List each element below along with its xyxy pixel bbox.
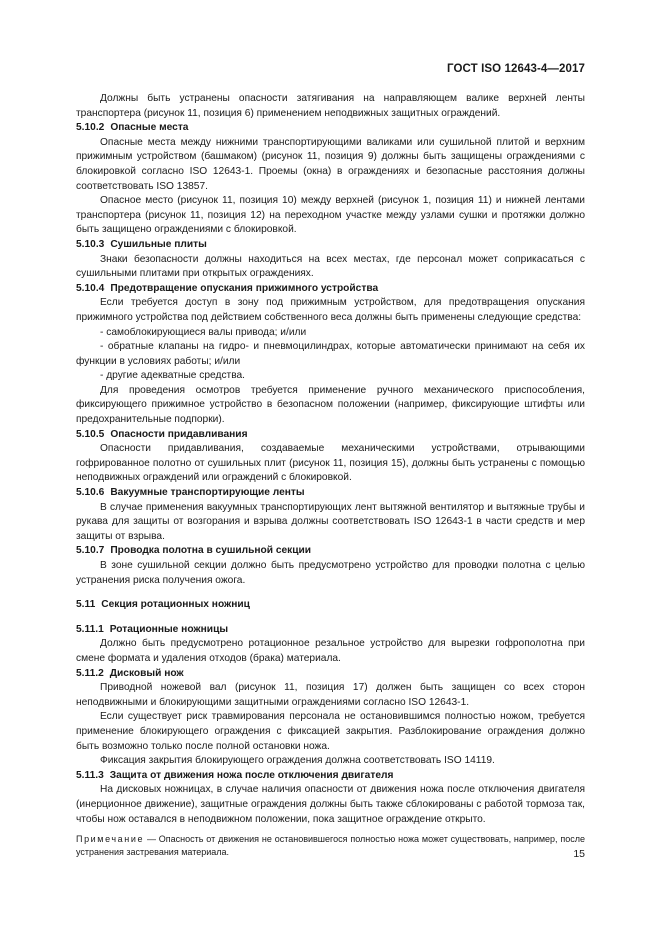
section-number: 5.10.7 (76, 545, 105, 557)
section-heading-5-11-1 (76, 623, 585, 638)
section-number: 5.11.3 (76, 769, 104, 781)
section-title: Вакуумные транспортирующие ленты (110, 487, 305, 499)
section-title: Опасные места (110, 122, 189, 134)
section-title: Секция ротационных ножниц (101, 599, 250, 611)
section-heading-5-11 (76, 598, 585, 613)
section-number: 5.10.5 (76, 428, 105, 440)
paragraph: Для проведения осмотров требуется применение ручного механического приспособления, фиксирующего прижимное устройство в безопасном положении (например, фиксирующие штифты или предохранительные подпорки). (76, 384, 585, 426)
section-heading-5-11-2 (76, 667, 585, 682)
paragraph: Опасности придавливания, создаваемые механическими устройствами, отрывающими гофрированное полотно от сушильных плит (рисунок 11, позиция 15), должны быть устранены с помощью неподвижных ограждений или ограждений с блокировкой. (76, 443, 585, 484)
note (76, 833, 585, 859)
section-number: 5.10.2 (76, 122, 105, 134)
paragraph: Должны быть устранены опасности затягивания на направляющем валике верхней ленты транспортера (рисунок 11, позиция 6) применением неподвижных защитных ограждений. (76, 93, 585, 119)
note-label: Примечание (76, 834, 145, 845)
section-title: Предотвращение опускания прижимного устройства (110, 282, 379, 294)
paragraph: Опасное место (рисунок 11, позиция 10) между верхней (рисунок 1, позиция 11) и нижней лентами транспортера (рисунок 11, позиция 12) на переходном участке между узлами сушки и протяжки должно быть защищено ограждениями с блокировкой. (76, 195, 585, 236)
section-heading-5-10-6 (76, 486, 585, 501)
paragraph: В случае применения вакуумных транспортирующих лент вытяжной вентилятор и вытяжные трубы и рукава для защиты от возгорания и взрыва должны соответствовать ISO 12643-1 в части средств и мер защиты от взрыва. (76, 501, 585, 542)
paragraph: Должно быть предусмотрено ротационное резальное устройство для вырезки гофрополотна при смене формата и удаления отходов (брака) материала. (76, 638, 585, 664)
paragraph: Знаки безопасности должны находиться на всех местах, где персонал может соприкасаться с сушильными плитами при открытых ограждениях. (76, 253, 585, 280)
section-number: 5.11 (76, 599, 96, 611)
section-heading-5-10-5 (76, 428, 585, 443)
document-id-header: ГОСТ ISO 12643-4—2017 (447, 63, 585, 75)
document-body (76, 92, 585, 859)
section-heading-5-10-2 (76, 121, 585, 136)
section-title: Сушильные плиты (110, 238, 207, 250)
section-title: Проводка полотна в сушильной секции (110, 545, 312, 557)
section-heading-5-10-7 (76, 544, 585, 559)
paragraph: Если требуется доступ в зону под прижимным устройством, для предотвращения опускания прижимного устройства под действием собственного веса должны быть применены следующие средства: (76, 297, 585, 323)
section-title: Ротационные ножницы (109, 623, 229, 635)
list-item: - самоблокирующиеся валы привода; и/или (100, 326, 307, 338)
list-item: - другие адекватные средства. (100, 370, 245, 382)
paragraph: На дисковых ножницах, в случае наличия опасности от движения ножа после отключения двигателя (инерционное движение), защитные ограждения должны быть также сблокированы с работой тормоза так, чтобы нож оставался в неподвижном положении, пока защитное ограждение открыто. (76, 784, 585, 825)
section-heading-5-10-4 (76, 282, 585, 297)
paragraph: Опасные места между нижними транспортирующими валиками или сушильной плитой и верхним прижимным устройством (башмаком) (рисунок 11, позиция 9) должны быть защищены ограждениями с блокировкой согласно ISO 12643-1. Проемы (окна) в ограждениях и безопасные расстояния должны соответствовать ISO 13857. (76, 136, 585, 192)
paragraph: Приводной ножевой вал (рисунок 11, позиция 17) должен быть защищен со всех сторон неподвижными и блокирующими защитными ограждениями согласно ISO 12643-1. (76, 682, 585, 708)
section-number: 5.10.3 (76, 238, 105, 250)
section-heading-5-10-3 (76, 238, 585, 253)
section-number: 5.11.2 (76, 667, 104, 679)
section-title: Защита от движения ножа после отключения двигателя (109, 769, 394, 781)
section-number: 5.10.4 (76, 282, 105, 294)
paragraph: Фиксация закрытия блокирующего ограждения должна соответствовать ISO 14119. (100, 755, 495, 767)
paragraph: В зоне сушильной секции должно быть предусмотрено устройство для проводки полотна с целью устранения риска получения ожога. (76, 560, 585, 586)
list-item: - обратные клапаны на гидро- и пневмоцилиндрах, которые автоматически принимают на себя их функции в условиях работы; и/или (76, 341, 585, 367)
section-heading-5-11-3 (76, 769, 585, 784)
note-text: — Опасность от движения не остановившегося полностью ножа может существовать, например, после устранения застревания материала. (76, 834, 585, 858)
page-number: 15 (573, 848, 585, 860)
section-number: 5.10.6 (76, 487, 105, 499)
section-number: 5.11.1 (76, 623, 104, 635)
section-title: Дисковый нож (109, 667, 184, 679)
paragraph: Если существует риск травмирования персонала не остановившимся полностью ножом, требуется применение блокирующего ограждения с фиксацией закрытия. Разблокирование ограждения должно быть возможно только после полной остановки ножа. (76, 711, 585, 752)
section-title: Опасности придавливания (110, 428, 248, 440)
